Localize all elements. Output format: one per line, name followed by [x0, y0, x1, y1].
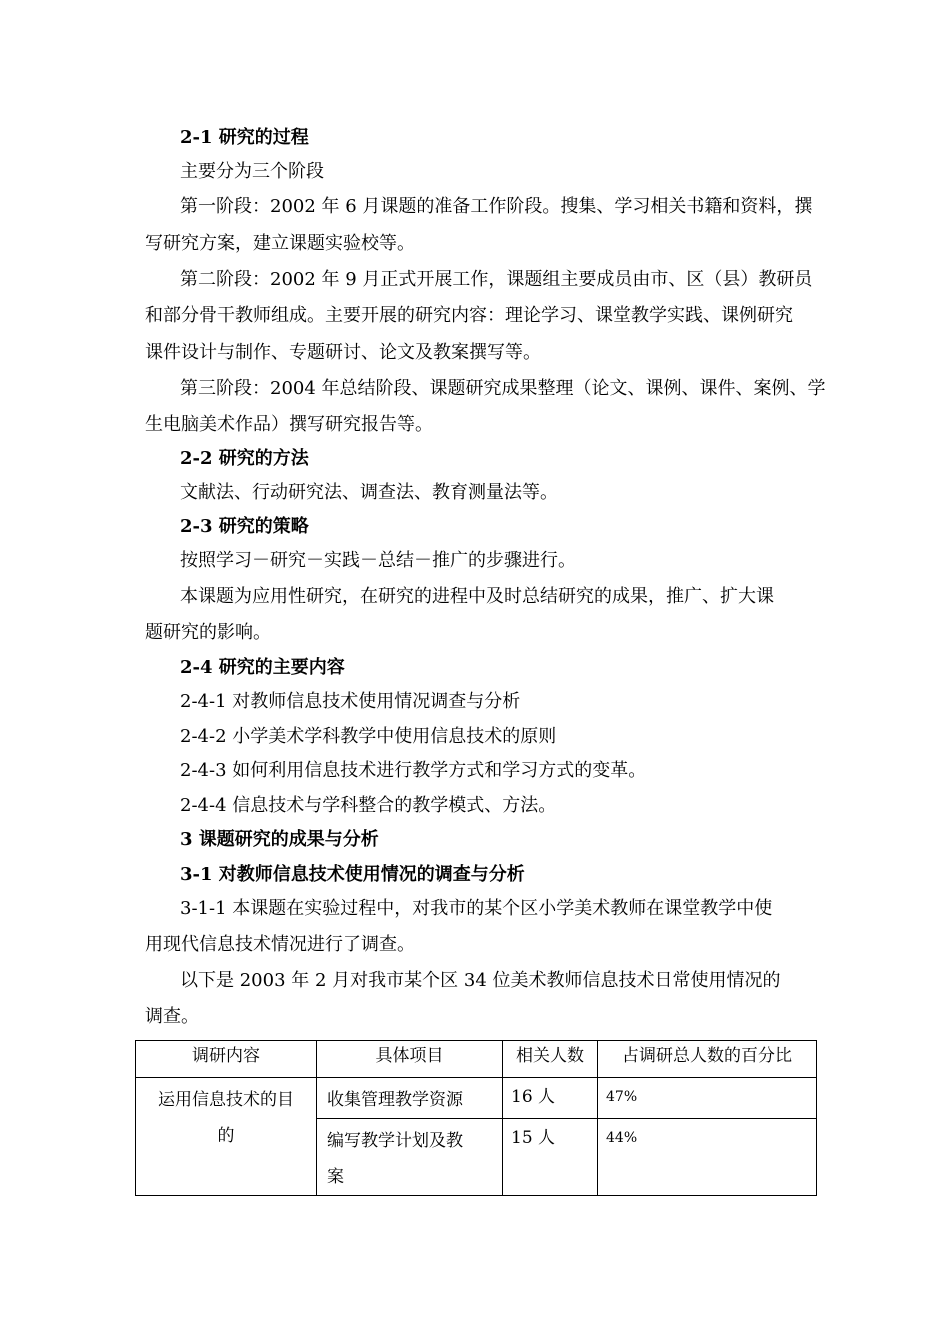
- heading-2-4: 2-4 研究的主要内容: [180, 657, 345, 678]
- paragraph-line: 3-1-1 本课题在实验过程中，对我市的某个区小学美术教师在课堂教学中使: [180, 898, 773, 919]
- paragraph-line: 课件设计与制作、专题研讨、论文及教案撰写等。: [145, 342, 541, 363]
- paragraph-line: 题研究的影响。: [145, 622, 271, 643]
- paragraph-line: 和部分骨干教师组成。主要开展的研究内容：理论学习、课堂教学实践、课例研究: [145, 305, 793, 326]
- cell-text-line: 编写教学计划及教: [327, 1131, 463, 1151]
- heading-2-3: 2-3 研究的策略: [180, 516, 309, 537]
- paragraph-line: 按照学习－研究－实践－总结－推广的步骤进行。: [180, 550, 576, 571]
- list-item: 2-4-2 小学美术学科教学中使用信息技术的原则: [180, 726, 557, 747]
- heading-3-1: 3-1 对教师信息技术使用情况的调查与分析: [180, 864, 525, 885]
- heading-3: 3 课题研究的成果与分析: [180, 829, 379, 850]
- header-count: 相关人数: [503, 1041, 598, 1078]
- paragraph-line: 第二阶段：2002 年 9 月正式开展工作，课题组主要成员由市、区（县）教研员: [180, 269, 813, 290]
- paragraph-line: 写研究方案，建立课题实验校等。: [145, 233, 415, 254]
- table-header-row: [136, 1041, 817, 1078]
- paragraph-line: 以下是 2003 年 2 月对我市某个区 34 位美术教师信息技术日常使用情况的: [180, 970, 781, 991]
- cell-item: [317, 1119, 503, 1196]
- header-percentage: 占调研总人数的百分比: [598, 1041, 817, 1078]
- paragraph-line: 第一阶段：2002 年 6 月课题的准备工作阶段。搜集、学习相关书籍和资料，撰: [180, 196, 813, 217]
- list-item: 2-4-4 信息技术与学科整合的教学模式、方法。: [180, 795, 557, 816]
- header-specific-item: 具体项目: [317, 1041, 503, 1078]
- paragraph-line: 主要分为三个阶段: [180, 161, 324, 182]
- paragraph-line: 调查。: [145, 1006, 199, 1027]
- list-item: 2-4-3 如何利用信息技术进行教学方式和学习方式的变革。: [180, 760, 647, 781]
- header-research-content: 调研内容: [136, 1041, 317, 1078]
- cell-percentage: 44%: [598, 1119, 817, 1196]
- list-item: 2-4-1 对教师信息技术使用情况调查与分析: [180, 691, 521, 712]
- cell-text-line: 的: [217, 1126, 235, 1146]
- heading-2-1: 2-1 研究的过程: [180, 127, 309, 148]
- paragraph-line: 文献法、行动研究法、调查法、教育测量法等。: [180, 482, 558, 503]
- cell-item: 收集管理教学资源: [317, 1078, 503, 1119]
- cell-text-line: 案: [327, 1167, 344, 1187]
- paragraph-line: 用现代信息技术情况进行了调查。: [145, 934, 415, 955]
- paragraph-line: 第三阶段：2004 年总结阶段、课题研究成果整理（论文、课例、课件、案例、学: [180, 378, 826, 399]
- paragraph-line: 本课题为应用性研究，在研究的进程中及时总结研究的成果，推广、扩大课: [180, 586, 774, 607]
- survey-table: [135, 1040, 817, 1196]
- cell-percentage: 47%: [598, 1078, 817, 1119]
- table-row: [136, 1078, 817, 1119]
- cell-count: 16 人: [503, 1078, 598, 1119]
- cell-text-line: 运用信息技术的目: [158, 1090, 294, 1110]
- cell-count: 15 人: [503, 1119, 598, 1196]
- heading-2-2: 2-2 研究的方法: [180, 448, 309, 469]
- paragraph-line: 生电脑美术作品）撰写研究报告等。: [145, 414, 433, 435]
- cell-research-content: [136, 1078, 317, 1196]
